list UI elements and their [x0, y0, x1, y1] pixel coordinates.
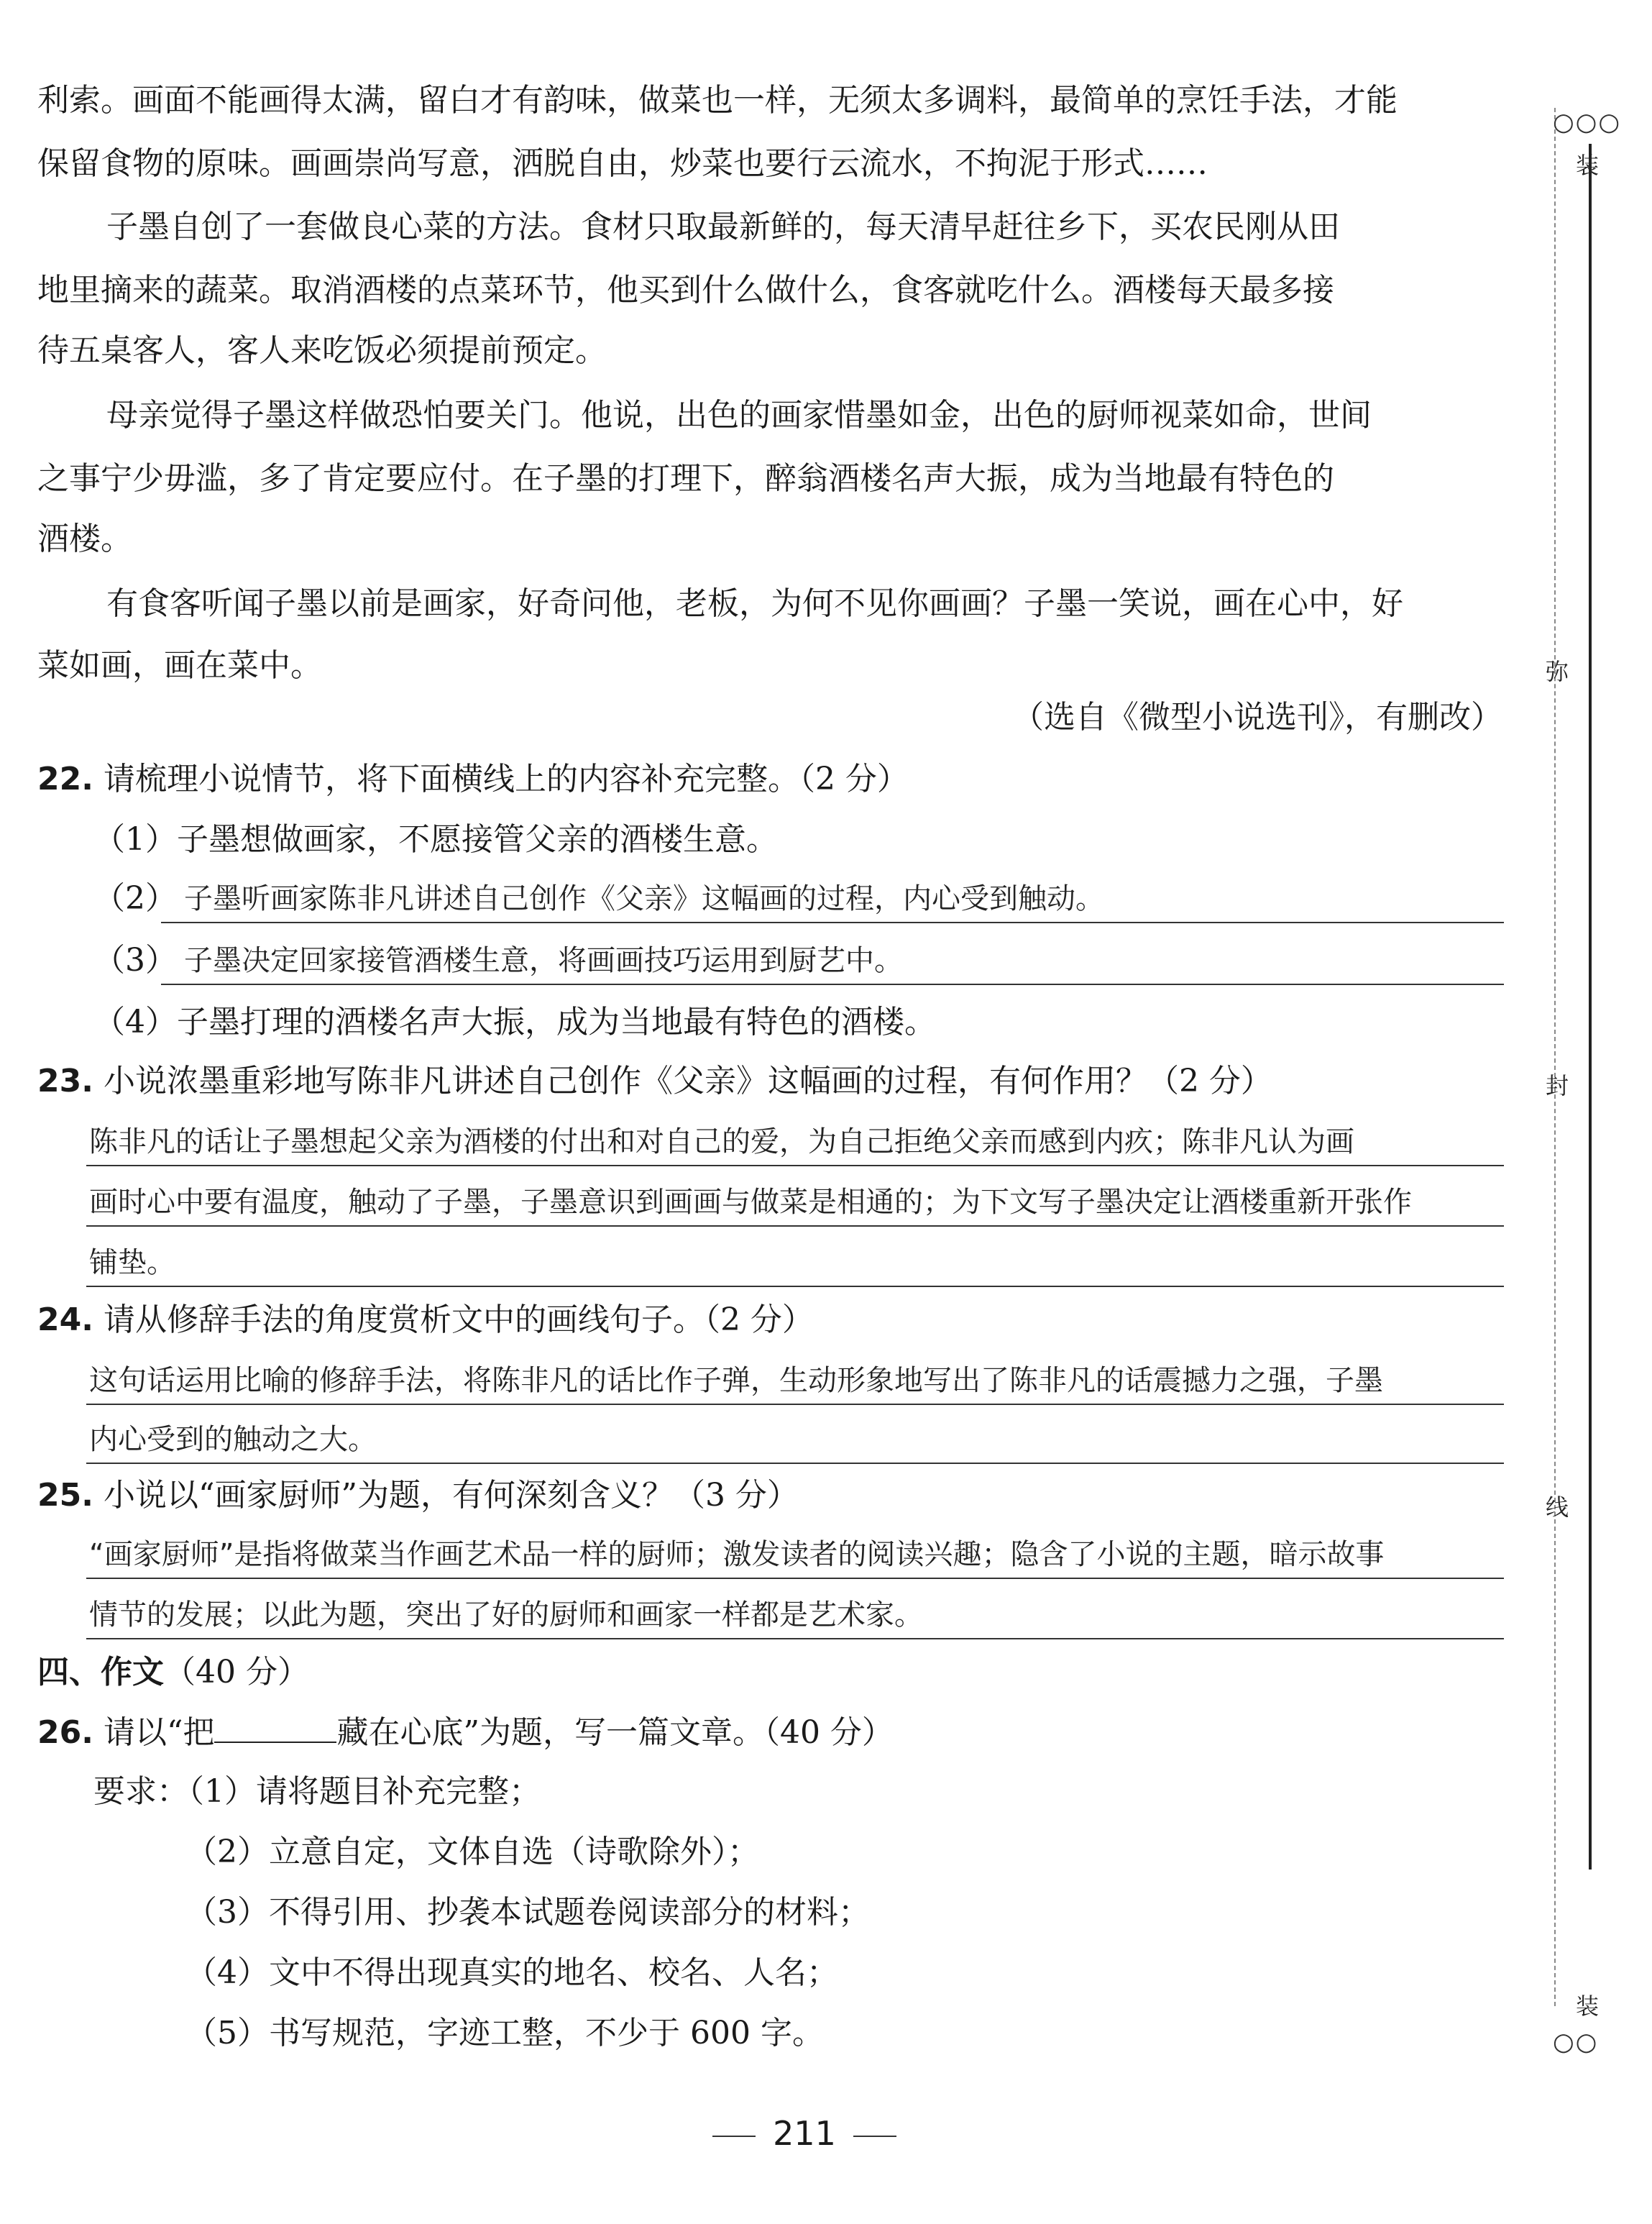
q22-item-4: （4）子墨打理的酒楼名声大振，成为当地最有特色的酒楼。 [93, 1004, 936, 1040]
q24-answer-1: 这句话运用比喻的修辞手法，将陈非凡的话比作子弹，生动形象地写出了陈非凡的话震撼力之强，子墨 [89, 1364, 1383, 1397]
q26-requirement: （4）文中不得出现真实的地名、校名、人名； [185, 1954, 838, 1991]
q26-requirement: （5）书写规范，字迹工整，不少于 600 字。 [185, 2015, 824, 2051]
question-number: 24. [37, 1301, 93, 1338]
title-blank[interactable] [214, 1710, 336, 1743]
question-text: 请从修辞手法的角度赏析文中的画线句子。（2 分） [103, 1301, 814, 1338]
page-number-dash-left [712, 2136, 756, 2137]
section-points: （40 分） [164, 1654, 309, 1690]
binding-circles-top: ○○○ [1553, 108, 1622, 137]
q25-answer-2: 情节的发展；以此为题，突出了好的厨师和画家一样都是艺术家。 [89, 1598, 923, 1632]
passage-line: 母亲觉得子墨这样做恐怕要关门。他说，出色的画家惜墨如金，出色的厨师视菜如命，世间 [106, 397, 1372, 434]
question-25 [37, 1474, 1504, 1517]
question-22 [37, 758, 1504, 801]
question-number: 23. [37, 1063, 93, 1099]
q23-answer-3: 铺垫。 [89, 1246, 175, 1279]
question-text: 小说以“画家厨师”为题，有何深刻含义？（3 分） [103, 1477, 799, 1514]
q23-answer-line-3[interactable] [86, 1243, 1504, 1287]
passage-line: 地里摘来的蔬菜。取消酒楼的点菜环节，他买到什么做什么，食客就吃什么。酒楼每天最多接 [37, 272, 1334, 308]
q22-item-1: （1）子墨想做画家，不愿接管父亲的酒楼生意。 [93, 821, 778, 858]
q23-answer-1: 陈非凡的话让子墨想起父亲为酒楼的付出和对自己的爱，为自己拒绝父亲而感到内疚；陈非凡认为画 [89, 1125, 1354, 1158]
passage-line: 利索。画面不能画得太满，留白才有韵味，做菜也一样，无须太多调料，最简单的烹饪手法，才能 [37, 82, 1398, 119]
q24-answer-2: 内心受到的触动之大。 [89, 1423, 377, 1456]
q26-requirement-intro: 要求：（1）请将题目补充完整； [93, 1773, 541, 1810]
passage-line: 有食客听闻子墨以前是画家，好奇问他，老板，为何不见你画画？子墨一笑说，画在心中，好 [106, 585, 1403, 622]
binding-circles-bottom: ○○ [1553, 2028, 1599, 2056]
q22-answer-2: 子墨听画家陈非凡讲述自己创作《父亲》这幅画的过程，内心受到触动。 [184, 882, 1104, 915]
passage-source: （选自《微型小说选刊》，有删改） [1012, 699, 1502, 736]
q22-label-2: （2） [93, 880, 177, 917]
question-24 [37, 1299, 1504, 1342]
question-text-b: 藏在心底”为题，写一篇文章。（40 分） [336, 1714, 894, 1751]
question-number: 22. [37, 761, 93, 797]
page-number [0, 2114, 1609, 2153]
binding-margin-edge [1589, 144, 1612, 1870]
margin-char-feng: 封 [1546, 1072, 1569, 1099]
binding-margin-dashed-line [1554, 108, 1592, 2006]
margin-char-mi: 弥 [1546, 658, 1569, 685]
section-4-heading [37, 1651, 1504, 1694]
margin-char-zhuang: 装 [1576, 152, 1600, 179]
passage-line: 菜如画，画在菜中。 [37, 647, 322, 684]
question-text: 小说浓墨重彩地写陈非凡讲述自己创作《父亲》这幅画的过程，有何作用？（2 分） [103, 1063, 1272, 1099]
section-title: 四、作文 [37, 1654, 164, 1690]
question-number: 26. [37, 1714, 93, 1751]
page-number-dash-right [853, 2136, 896, 2137]
q26-requirement: （3）不得引用、抄袭本试题卷阅读部分的材料； [185, 1894, 870, 1931]
q23-answer-2: 画时心中要有温度，触动了子墨，子墨意识到画画与做菜是相通的；为下文写子墨决定让酒楼重新开张作 [89, 1186, 1412, 1219]
q22-answer-3: 子墨决定回家接管酒楼生意，将画画技巧运用到厨艺中。 [184, 944, 903, 977]
passage-line: 子墨自创了一套做良心菜的方法。食材只取最新鲜的，每天清早赶往乡下，买农民刚从田 [106, 209, 1340, 245]
passage-line: 之事宁少毋滥，多了肯定要应付。在子墨的打理下，醉翁酒楼名声大振，成为当地最有特色的 [37, 460, 1334, 497]
q26-requirement: （2）立意自定，文体自选（诗歌除外）； [185, 1834, 759, 1870]
margin-char-xian: 线 [1546, 1493, 1569, 1521]
margin-char-zhuang-bottom: 装 [1576, 1992, 1600, 2020]
question-26 [37, 1710, 1504, 1754]
question-number: 25. [37, 1477, 93, 1514]
q22-label-3: （3） [93, 942, 177, 979]
page-number-value: 211 [773, 2114, 836, 2153]
question-text-a: 请以“把 [103, 1714, 215, 1751]
q25-answer-1: “画家厨师”是指将做菜当作画艺术品一样的厨师；激发读者的阅读兴趣；隐含了小说的主题，暗示故事 [89, 1538, 1385, 1571]
passage-line: 保留食物的原味。画画崇尚写意，洒脱自由，炒菜也要行云流水，不拘泥于形式…… [37, 145, 1208, 182]
passage-line: 酒楼。 [37, 521, 132, 557]
question-text: 请梳理小说情节，将下面横线上的内容补充完整。（2 分） [103, 761, 909, 797]
passage-line: 待五桌客人，客人来吃饭必须提前预定。 [37, 332, 607, 369]
question-23 [37, 1060, 1504, 1103]
